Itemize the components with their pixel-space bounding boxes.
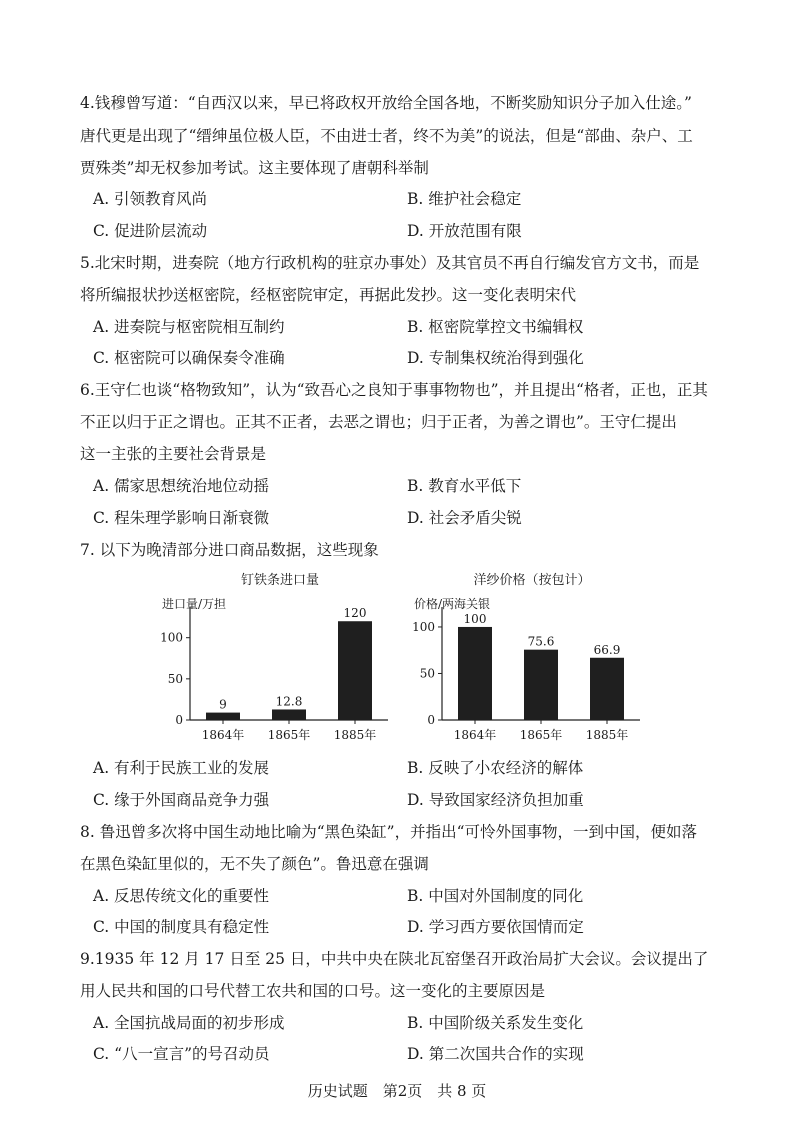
q8-option-a: A. 反思传统文化的重要性	[93, 887, 270, 905]
q9-option-a: A. 全国抗战局面的初步形成	[93, 1014, 285, 1032]
y-axis-label: 价格/两海关银	[414, 597, 491, 611]
x-tick-label: 1865年	[267, 728, 311, 742]
bar	[206, 713, 240, 720]
q7-option-a: A. 有利于民族工业的发展	[93, 759, 270, 777]
q6-stem-line-2: 不正以归于正之谓也。正其不正者，去恶之谓也；归于正者，为善之谓也”。王守仁提出	[80, 413, 677, 431]
q5-option-a: A. 进奏院与枢密院相互制约	[93, 318, 285, 336]
y-tick-label: 100	[160, 630, 183, 645]
q4-option-d: D. 开放范围有限	[407, 222, 522, 240]
bar-value-label: 120	[343, 606, 367, 621]
q6-stem-line-3: 这一主张的主要社会背景是	[80, 445, 267, 463]
yarn-price-chart	[412, 568, 652, 750]
bar	[524, 650, 558, 720]
bar-value-label: 9	[219, 697, 227, 712]
q4-option-a: A. 引领教育风尚	[93, 190, 208, 208]
bar-value-label: 66.9	[593, 642, 621, 657]
q4-option-c: C. 促进阶层流动	[93, 222, 208, 240]
y-tick-label: 0	[427, 713, 435, 727]
q9-option-d: D. 第二次国共合作的实现	[407, 1045, 584, 1063]
q8-option-c: C. 中国的制度具有稳定性	[93, 918, 270, 936]
q4-stem-line-2: 唐代更是出现了“缙绅虽位极人臣，不由进士者，终不为美”的说法，但是“部曲、杂户、工	[80, 127, 693, 145]
q4-stem-line-1: 4.钱穆曾写道：“自西汉以来，早已将政权开放给全国各地，不断奖励知识分子加入仕途。”	[80, 94, 692, 112]
q6-option-c: C. 程朱理学影响日渐衰微	[93, 509, 270, 527]
bar	[590, 658, 624, 720]
bar-value-label: 12.8	[275, 694, 303, 709]
x-tick-label: 1864年	[453, 728, 497, 742]
q8-stem-line-1: 8. 鲁迅曾多次将中国生动地比喻为“黑色染缸”，并指出“可怜外国事物，一到中国，便如落	[80, 823, 697, 841]
q5-option-c: C. 枢密院可以确保奏令准确	[93, 349, 285, 367]
q9-stem-line-2: 用人民共和国的口号代替工农共和国的口号。这一变化的主要原因是	[80, 982, 546, 1000]
q6-option-b: B. 教育水平低下	[407, 477, 522, 495]
q6-stem-line-1: 6.王守仁也谈“格物致知”，认为“致吾心之良知于事事物物也”，并且提出“格者，正也，正其	[80, 381, 708, 399]
q5-stem-line-2: 将所编报状抄送枢密院，经枢密院审定，再据此发抄。这一变化表明宋代	[80, 286, 577, 304]
q6-option-a: A. 儒家思想统治地位动摇	[93, 477, 270, 495]
bar	[458, 627, 492, 720]
q8-option-b: B. 中国对外国制度的同化	[407, 887, 584, 905]
q6-option-d: D. 社会矛盾尖锐	[407, 509, 522, 527]
chart-title: 钉铁条进口量	[240, 573, 320, 588]
bar-value-label: 100	[463, 611, 487, 626]
y-tick-label: 50	[419, 666, 435, 681]
y-tick-label: 0	[175, 713, 183, 727]
q7-option-d: D. 导致国家经济负担加重	[407, 791, 584, 809]
q9-option-b: B. 中国阶级关系发生变化	[407, 1014, 584, 1032]
bar	[338, 621, 372, 720]
q5-option-b: B. 枢密院掌控文书编辑权	[407, 318, 584, 336]
x-tick-label: 1865年	[519, 728, 563, 742]
y-axis-label: 进口量/万担	[162, 597, 227, 611]
q7-option-c: C. 缘于外国商品竞争力强	[93, 791, 270, 809]
q9-stem-line-1: 9.1935 年 12 月 17 日至 25 日，中共中央在陕北瓦窑堡召开政治局扩大会议。会议提出了	[80, 950, 709, 968]
x-tick-label: 1885年	[585, 728, 629, 742]
iron-import-chart	[160, 568, 400, 750]
y-tick-label: 50	[167, 671, 183, 686]
chart-title: 洋纱价格（按包计）	[473, 573, 591, 588]
bar	[272, 709, 306, 720]
q4-stem-line-3: 贾殊类”却无权参加考试。这主要体现了唐朝科举制	[80, 159, 429, 177]
q4-option-b: B. 维护社会稳定	[407, 190, 522, 208]
page-footer: 历史试题 第2页 共 8 页	[307, 1082, 487, 1100]
q5-option-d: D. 专制集权统治得到强化	[407, 349, 584, 367]
x-tick-label: 1864年	[201, 728, 245, 742]
q9-option-c: C. “八一宣言”的号召动员	[93, 1045, 270, 1063]
q8-option-d: D. 学习西方要依国情而定	[407, 918, 584, 936]
x-tick-label: 1885年	[333, 728, 377, 742]
q7-stem-line-1: 7. 以下为晚清部分进口商品数据，这些现象	[80, 541, 379, 559]
q7-option-b: B. 反映了小农经济的解体	[407, 759, 584, 777]
y-tick-label: 100	[412, 619, 435, 634]
q5-stem-line-1: 5.北宋时期，进奏院（地方行政机构的驻京办事处）及其官员不再自行编发官方文书，而是	[80, 254, 700, 272]
bar-value-label: 75.6	[527, 634, 555, 649]
q8-stem-line-2: 在黑色染缸里似的，无不失了颜色”。鲁迅意在强调	[80, 855, 429, 873]
